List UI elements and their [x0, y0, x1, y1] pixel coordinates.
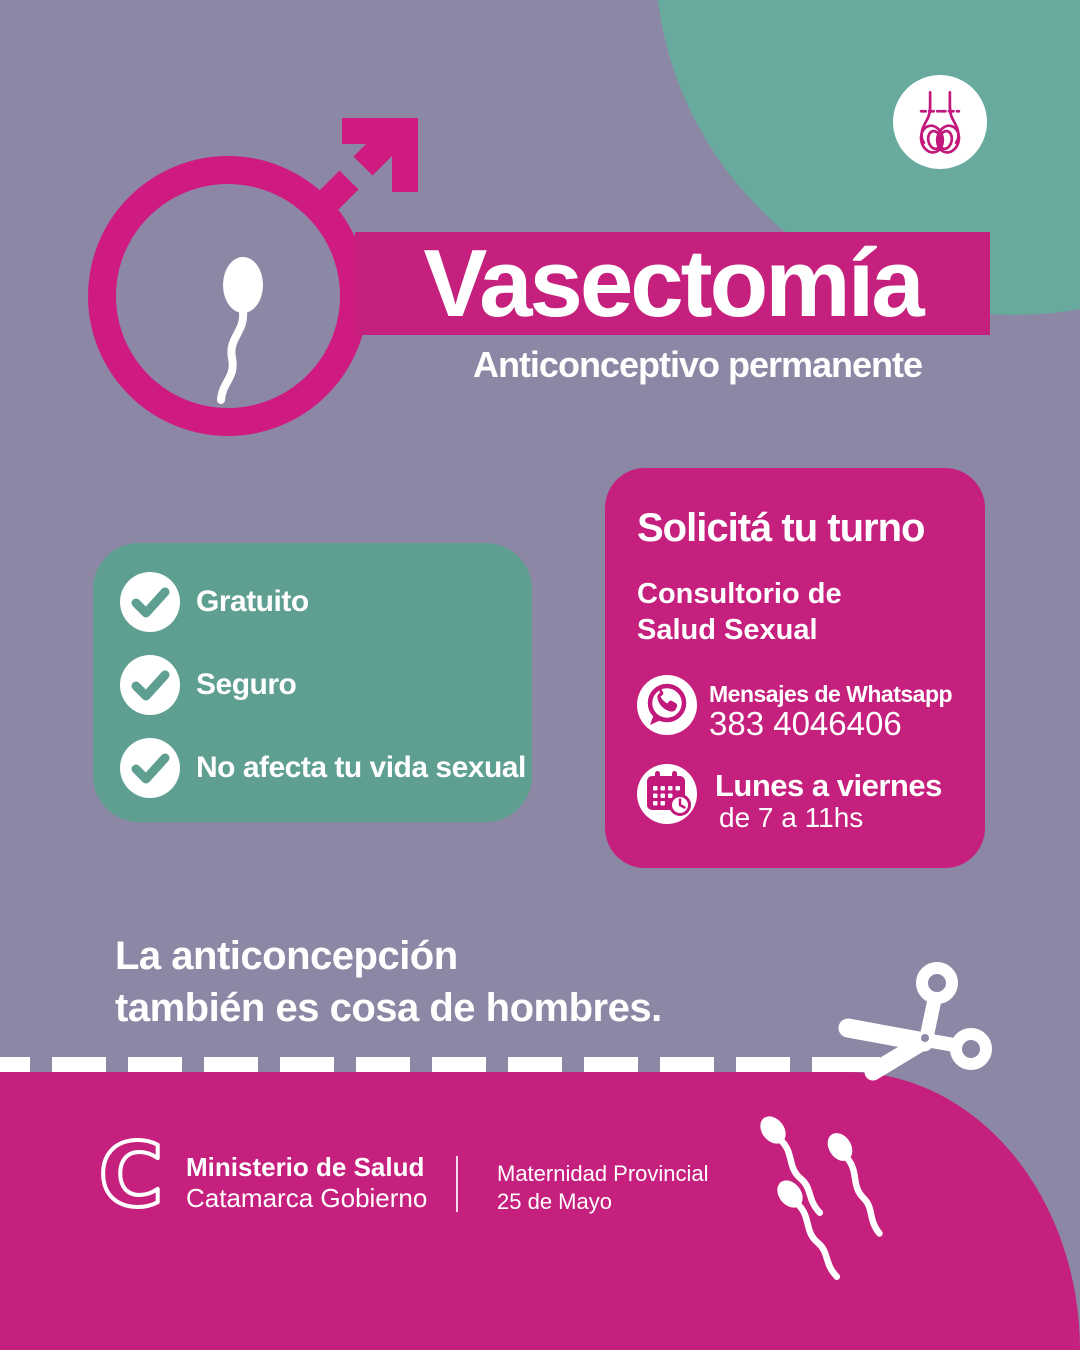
calendar-icon: [637, 764, 697, 824]
svg-text:C: C: [98, 1132, 164, 1224]
ministry-name: Ministerio de Salud: [186, 1152, 425, 1182]
clinic-name: [637, 576, 842, 648]
sperm-icon: [221, 257, 263, 400]
whatsapp-icon: [637, 675, 697, 735]
tagline-line1: La anticoncepción: [115, 934, 458, 978]
benefit-item: [120, 738, 526, 798]
clinic-line1: Consultorio de: [637, 578, 842, 610]
testicles-icon: [905, 87, 975, 157]
location-block: [497, 1160, 709, 1216]
title-banner: [355, 229, 990, 337]
location-address: 25 de Mayo: [497, 1189, 612, 1214]
benefit-label: No afecta tu vida sexual: [196, 751, 526, 784]
ministry-subname: Catamarca Gobierno: [186, 1183, 428, 1213]
cut-line: [0, 1057, 880, 1072]
check-icon: [120, 738, 180, 798]
benefit-label: Gratuito: [196, 585, 309, 618]
schedule-days: Lunes a viernes: [715, 768, 942, 803]
clinic-line2: Salud Sexual: [637, 614, 818, 646]
check-icon: [120, 572, 180, 632]
poster-title: Vasectomía: [423, 229, 922, 337]
testicles-badge: [893, 75, 987, 169]
ministry-name-block: [186, 1152, 427, 1214]
poster-subtitle: Anticonceptivo permanente: [472, 344, 923, 385]
footer-divider: [456, 1156, 458, 1212]
benefit-item: [120, 655, 296, 715]
benefit-item: [120, 572, 309, 632]
location-name: Maternidad Provincial: [497, 1161, 709, 1186]
benefits-card: [93, 543, 532, 822]
sperm-group-icon: [735, 1102, 915, 1342]
appointment-card: [605, 468, 985, 868]
schedule-hours: de 7 a 11hs: [719, 802, 864, 833]
footer: [0, 1072, 1080, 1350]
ministry-logo: [85, 1132, 177, 1224]
check-icon: [120, 655, 180, 715]
whatsapp-number: 383 4046406: [709, 705, 902, 742]
tagline-line2: también es cosa de hombres.: [115, 986, 662, 1030]
scissors-icon: [838, 950, 1008, 1085]
whatsapp-label: Mensajes de Whatsapp: [709, 681, 953, 707]
benefit-label: Seguro: [196, 668, 297, 701]
appointment-heading: Solicitá tu turno: [637, 506, 925, 550]
tagline: [115, 930, 662, 1034]
